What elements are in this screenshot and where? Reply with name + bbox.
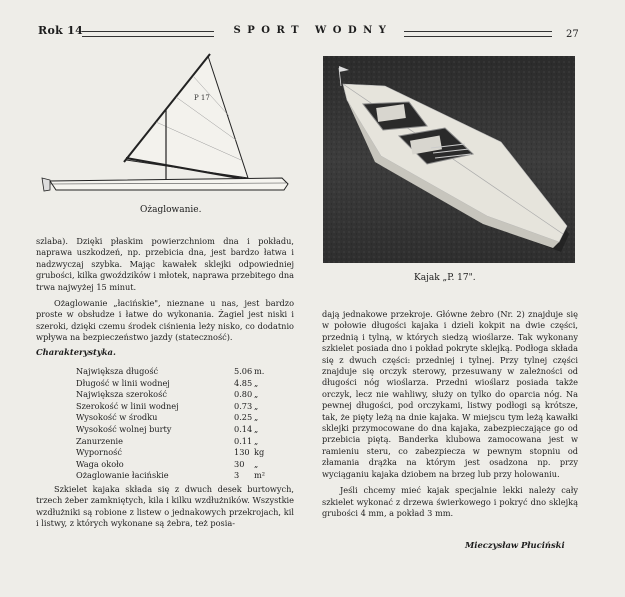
spec-row: Największa szerokość 0.80 „ — [76, 389, 259, 400]
kayak-photo — [323, 56, 575, 263]
spec-row: Wyporność 130 kg — [76, 447, 265, 458]
svg-text:P 17: P 17 — [194, 94, 210, 102]
left-column-bottom — [36, 484, 294, 530]
paragraph-light-version: Jeśli chcemy mieć kajak specjalnie lekki należy cały szkielet wykonać z drzewa świerkowego i pokryć dno sklejką grubości 4 mm, a pokład 3 mm. — [322, 485, 578, 518]
year-label: Rok 14 — [38, 24, 84, 37]
author-signature: Mieczysław Płuciński — [465, 540, 565, 550]
photo-caption: Kajak „P. 17". — [414, 273, 476, 283]
right-column — [322, 309, 578, 519]
spec-row: Wysokość wolnej burty 0.14 „ — [76, 423, 259, 434]
page-number: 27 — [566, 29, 579, 40]
spec-row: Wysokość w środku 0.25 „ — [76, 412, 259, 423]
spec-row: Ożaglowanie łacińskie 3 m² — [76, 470, 266, 481]
spec-table — [76, 366, 276, 482]
sail-plan-drawing — [36, 50, 298, 198]
characteristics-heading: Charakterystyka. — [36, 346, 116, 357]
spec-row: Szerokość w linii wodnej 0.73 „ — [76, 400, 259, 411]
spec-row: Długość w linii wodnej 4.85 „ — [76, 377, 259, 388]
spec-row: Największa długość 5.06 m. — [76, 366, 265, 376]
paragraph-construction: dają jednakowe przekroje. Główne żebro (Nr. 2) znajduje się w połowie długości kajaka i dzieli kokpit na dwie części, przednią i tylną, w których siedzą wioślarze. Tak wykonany szkielet posiada dno i pokład pokryte sklejką. Podłoga składa się z dwuch części: przedniej i tylnej. Przy tylnej części znajduje się orczyk sterowy, przesuwany w zależności od długości nóg wioślarza. Przedni wioślarz posiada także orczyk, lecz nie wahliwy, służy on tylko do oparcia nóg. Na pewnej długości, pod orczykami, listwy podłogi są krótsze, tak, że pięty leżą na dnie kajaka. W miejscu tym leżą kawałki sklejki przymocowane do dna kajaka, zabezpieczające go od przebicia piętą. Banderka klubowa zamocowana jest w ramieniu steru, co zabezpiecza w pewnym stopniu od złamania drążka na którym jest osadzona np. przy wyciąganiu kajaka dziobem na brzeg lub przy holowaniu. — [322, 309, 578, 479]
spec-row: Zanurzenie 0.11 „ — [76, 435, 259, 446]
header-rule-left — [82, 31, 214, 37]
sail-figure-caption: Ożaglowanie. — [140, 205, 202, 215]
paragraph-frame: Szkielet kajaka składa się z dwuch desek burtowych, trzech żeber zamkniętych, kila i kilku wzdłużników. Wszystkie wzdłużniki są robione z listew o jednakowych przekrojach, kil i listwy, z których wykonane są żebra, też posia- — [36, 484, 294, 529]
paragraph-repair: szlaba). Dzięki płaskim powierzchniom dna i pokładu, naprawa uszkodzeń, np. przebicia dna, jest bardzo łatwa i nadzwyczaj szybka. Mając kawałek sklejki odpowiedniej grubości, kilka gwoździków i młotek, naprawa przebitego dna trwa najwyżej 15 minut. — [36, 236, 294, 292]
spec-row: Waga około 30 „ — [76, 458, 259, 469]
left-column-top — [36, 236, 294, 358]
paragraph-rig: Ożaglowanie „łacińskie", nieznane u nas, jest bardzo proste w obsłudze i łatwe do wykonania. Żagiel jest niski i szeroki, dzięki czemu środek ciśnienia leży nisko, co dodatnio wpływa na bezpieczeństwo jazdy (stateczność). — [36, 298, 294, 343]
header-rule-right — [404, 31, 552, 37]
magazine-title: SPORT WODNY — [233, 25, 393, 36]
